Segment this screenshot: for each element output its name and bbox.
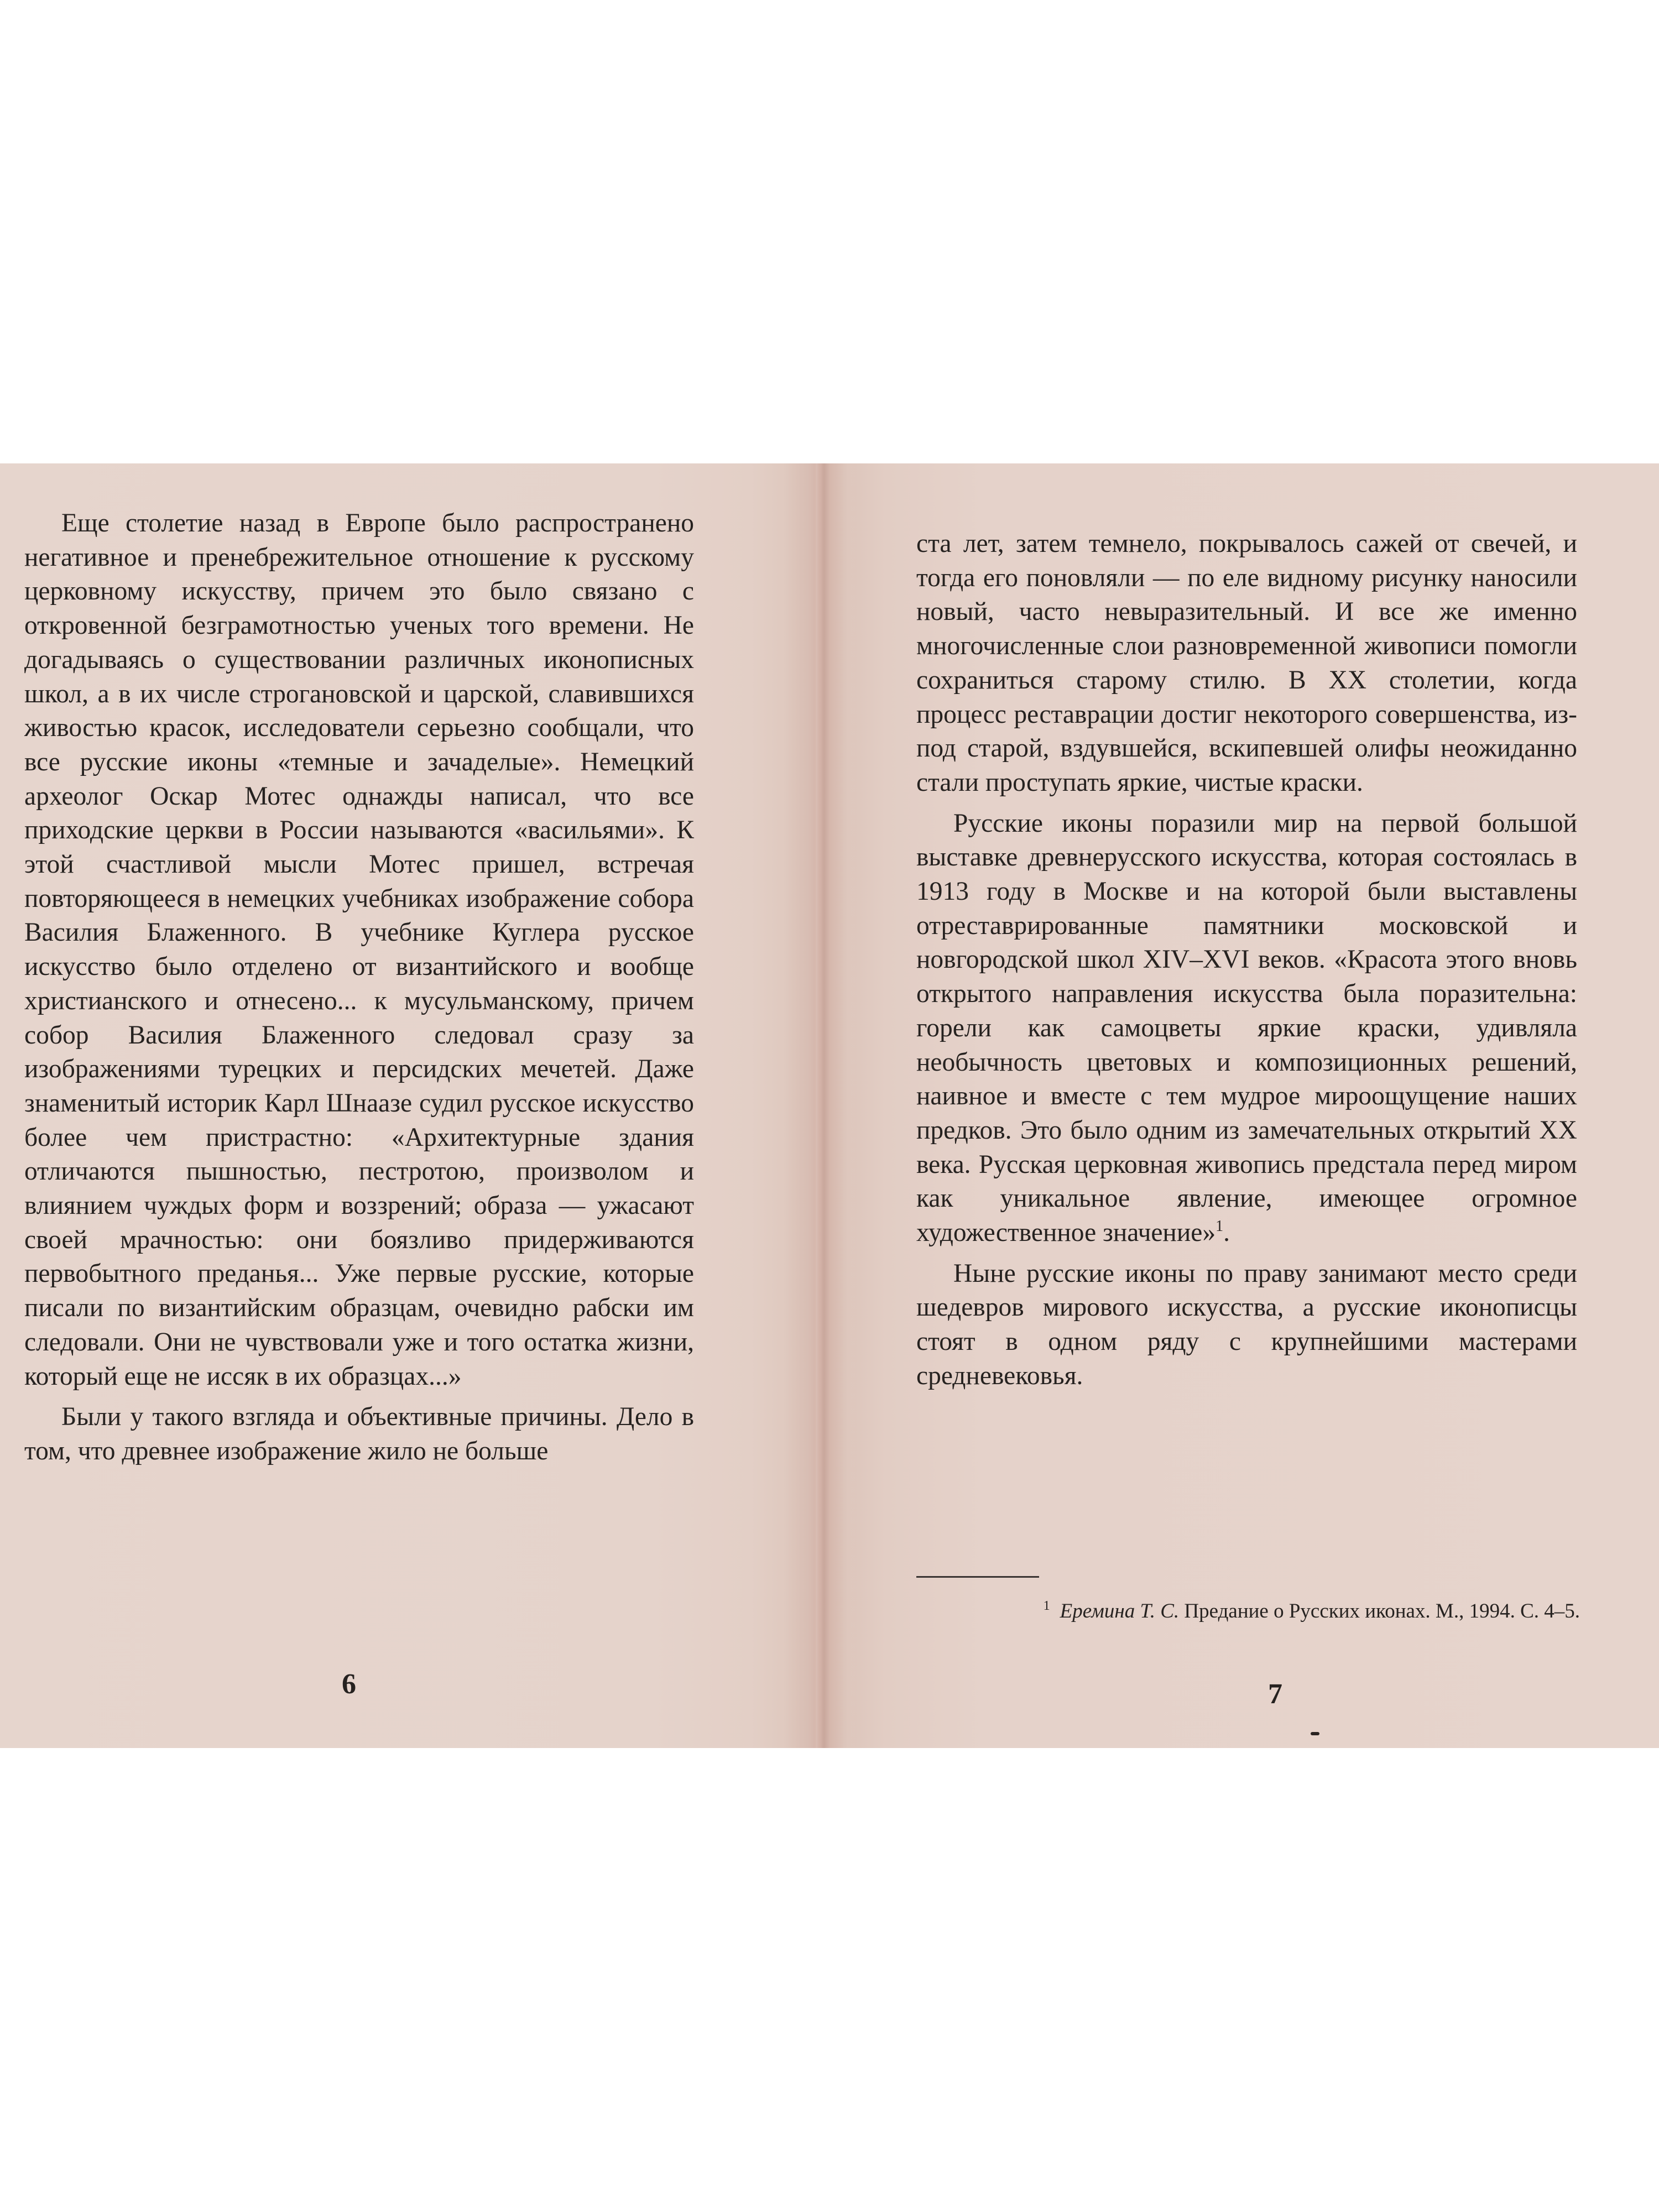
right-page-text: [916, 527, 1577, 1394]
book-gutter: [785, 463, 863, 1748]
footnote: [916, 1593, 1580, 1624]
footnote-divider: [916, 1576, 1039, 1578]
paragraph: [916, 807, 1577, 1250]
footnote-reference: 1: [1215, 1218, 1224, 1235]
footnote-text: Предание о Русских иконах. М., 1994. С. 4–5.: [1179, 1600, 1580, 1623]
left-page-text: [24, 507, 694, 1469]
footnote-author: Еремина Т. С.: [1060, 1600, 1180, 1623]
ink-speck: [1311, 1732, 1319, 1735]
paragraph-end: .: [1223, 1218, 1230, 1248]
paragraph: Ныне русские иконы по праву занимают место среди шедевров мирового искусства, а русские иконописцы стоят в одном ряду с крупнейшими мастерами средневековья.: [916, 1259, 1577, 1390]
page-number-left: 6: [342, 1668, 356, 1700]
paragraph: Еще столетие назад в Европе было распространено негативное и пренебрежительное отношение к русскому церковному искусству, причем это было связано с откровенной безграмотностью ученых того времени. Не догадываясь о существовании различных иконописных школ, а в их числе строгановской и царской, славившихся живостью красок, исследователи серьезно сообщали, что все русские иконы «темные и зачаделые». Немецкий археолог Оскар Мотес однажды написал, что все приходские церкви в России называются «васильями». К этой счастливой мысли Мотес пришел, встречая повторяющееся в немецких учебниках изображение собора Василия Блаженного. В учебнике Куглера русское искусство было отделено от византийского и вообще христианского и отнесено... к мусульманскому, причем собор Василия Блаженного следовал сразу за изображениями турецких и персидских мечетей. Даже знаменитый историк Карл Шнаазе судил русское искусство более чем пристрастно: «Архитектурные здания отличаются пышностью, пестротою, произволом и влиянием чуждых форм и воззрений; образа — ужасают своей мрачностью: они боязливо придерживаются первобытного преданья... Уже первые русские, которые писали по византийским образцам, очевидно рабски им следовали. Они не чувствовали уже и того остатка жизни, который еще не иссяк в их образцах...»: [24, 509, 694, 1391]
paragraph-text: Русские иконы поразили мир на первой большой выставке древнерусского искусства, которая состоялась в 1913 году в Москве и на которой были выставлены отреставрированные памятники московской и новгородской школ XIV–XVI веков. «Красота этого вновь открытого направления искусства была поразительна: горели как самоцветы яркие краски, удивляла необычность цветовых и композиционных решений, наивное и вместе с тем мудрое мироощущение наших предков. Это было одним из замечательных открытий XX века. Русская церковная живопись предстала перед миром как уникальное явление, имеющее огромное художественное значение»: [916, 808, 1577, 1248]
paragraph-continuation: ста лет, затем темнело, покрывалось сажей от свечей, и тогда его поновляли — по еле видному рисунку наносили новый, часто невыразительный. И все же именно многочисленные слои разновременной живописи помогли сохраниться старому стилю. В XX столетии, когда процесс реставрации достиг некоторого совершенства, из-под старой, вздувшейся, вскипевшей олифы неожиданно стали проступать яркие, чистые краски.: [916, 529, 1577, 797]
right-page: [818, 463, 1659, 1748]
page-number-right: 7: [1268, 1678, 1282, 1710]
paragraph: Были у такого взгляда и объективные причины. Дело в том, что древнее изображение жило не больше: [24, 1402, 694, 1465]
footnote-mark: 1: [1043, 1599, 1050, 1613]
left-page: [0, 463, 816, 1748]
book-spread: [0, 463, 1659, 1748]
